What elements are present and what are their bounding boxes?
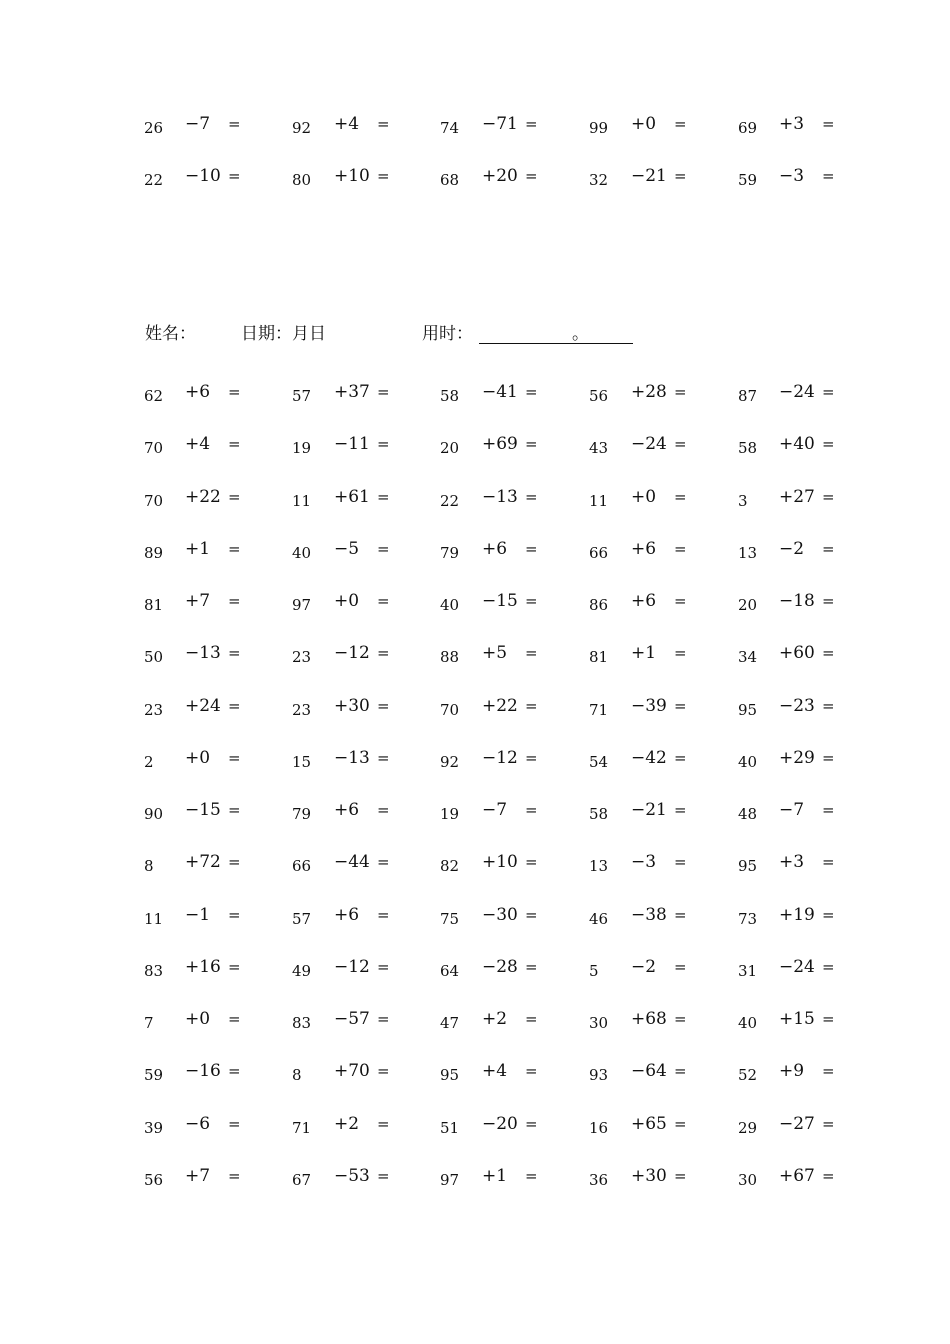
problem-operation: −13 [185,643,221,663]
equals-sign: = [377,1010,390,1028]
problem-row [0,1166,950,1196]
problem-operation: −5 [334,539,360,559]
problem-number: 3 [738,492,748,510]
equals-sign: = [822,1167,835,1185]
problem-number: 68 [440,171,460,189]
problem-number: 19 [440,805,460,823]
problem-number: 99 [589,119,609,137]
problem-operation: −7 [185,114,211,134]
problem-operation: +16 [185,957,221,977]
equals-sign: = [674,383,687,401]
equals-sign: = [525,1167,538,1185]
equals-sign: = [822,115,835,133]
problem-number: 70 [144,492,164,510]
problem-number: 11 [292,492,312,510]
problem-operation: +2 [334,1114,360,1134]
equals-sign: = [822,488,835,506]
problem-row [0,539,950,569]
equals-sign: = [822,644,835,662]
equals-sign: = [822,697,835,715]
equals-sign: = [228,540,241,558]
problem-number: 16 [589,1119,609,1137]
problem-operation: +6 [631,539,657,559]
problem-number: 48 [738,805,758,823]
problem-number: 93 [589,1066,609,1084]
problem-number: 71 [292,1119,312,1137]
problem-operation: +15 [779,1009,815,1029]
problem-row [0,852,950,882]
problem-number: 87 [738,387,758,405]
problem-number: 62 [144,387,164,405]
problem-number: 47 [440,1014,460,1032]
equals-sign: = [228,383,241,401]
problem-number: 81 [589,648,609,666]
problem-operation: −13 [482,487,518,507]
equals-sign: = [377,906,390,924]
equals-sign: = [674,592,687,610]
equals-sign: = [228,1010,241,1028]
problem-number: 15 [292,753,312,771]
problem-operation: −24 [779,382,815,402]
problem-number: 34 [738,648,758,666]
problem-operation: −38 [631,905,667,925]
problem-number: 22 [440,492,460,510]
problem-number: 29 [738,1119,758,1137]
equals-sign: = [377,958,390,976]
problem-number: 95 [738,857,758,875]
equals-sign: = [822,1062,835,1080]
problem-operation: +6 [334,800,360,820]
problem-operation: −27 [779,1114,815,1134]
problem-operation: −6 [185,1114,211,1134]
equals-sign: = [822,749,835,767]
problem-number: 30 [589,1014,609,1032]
problem-number: 46 [589,910,609,928]
problem-row [0,487,950,517]
problem-number: 58 [589,805,609,823]
equals-sign: = [525,115,538,133]
problem-operation: +60 [779,643,815,663]
problem-operation: −42 [631,748,667,768]
problem-operation: −64 [631,1061,667,1081]
problem-operation: −3 [631,852,657,872]
problem-number: 67 [292,1171,312,1189]
problem-number: 13 [738,544,758,562]
problem-number: 23 [292,701,312,719]
problem-operation: −1 [185,905,211,925]
problem-number: 58 [440,387,460,405]
problem-number: 97 [440,1171,460,1189]
problem-number: 50 [144,648,164,666]
problem-number: 11 [589,492,609,510]
problem-number: 64 [440,962,460,980]
problem-number: 36 [589,1171,609,1189]
problem-number: 70 [440,701,460,719]
problem-number: 40 [292,544,312,562]
problem-number: 39 [144,1119,164,1137]
problem-row [0,957,950,987]
problem-operation: +68 [631,1009,667,1029]
problem-row [0,696,950,726]
equals-sign: = [228,958,241,976]
problem-operation: +24 [185,696,221,716]
problem-number: 8 [144,857,154,875]
problem-number: 97 [292,596,312,614]
equals-sign: = [674,906,687,924]
problem-number: 51 [440,1119,460,1137]
problem-number: 56 [589,387,609,405]
problem-row [0,1114,950,1144]
problem-number: 70 [144,439,164,457]
problem-number: 92 [292,119,312,137]
problem-operation: −12 [334,643,370,663]
problem-operation: +67 [779,1166,815,1186]
problem-number: 30 [738,1171,758,1189]
problem-row [0,748,950,778]
equals-sign: = [822,540,835,558]
problem-operation: −7 [482,800,508,820]
problem-operation: −20 [482,1114,518,1134]
equals-sign: = [377,749,390,767]
equals-sign: = [525,540,538,558]
problem-row [0,643,950,673]
problem-operation: −2 [779,539,805,559]
equals-sign: = [377,1167,390,1185]
problem-operation: +72 [185,852,221,872]
problem-number: 11 [144,910,164,928]
problem-number: 43 [589,439,609,457]
time-label: 用时： [422,324,473,344]
problem-row [0,1009,950,1039]
time-suffix: 。 [572,324,589,344]
problem-operation: +30 [334,696,370,716]
problem-operation: +0 [631,114,657,134]
problem-operation: +29 [779,748,815,768]
equals-sign: = [377,115,390,133]
equals-sign: = [525,853,538,871]
equals-sign: = [822,383,835,401]
problem-operation: −13 [334,748,370,768]
problem-number: 80 [292,171,312,189]
equals-sign: = [822,167,835,185]
problem-number: 7 [144,1014,154,1032]
problem-operation: −24 [779,957,815,977]
equals-sign: = [377,488,390,506]
problem-number: 90 [144,805,164,823]
problem-row [0,800,950,830]
problem-row [0,382,950,412]
problem-operation: +6 [631,591,657,611]
equals-sign: = [377,1062,390,1080]
problem-operation: +0 [334,591,360,611]
problem-number: 73 [738,910,758,928]
problem-number: 54 [589,753,609,771]
problem-operation: +40 [779,434,815,454]
problem-number: 19 [292,439,312,457]
problem-operation: +19 [779,905,815,925]
problem-operation: +5 [482,643,508,663]
equals-sign: = [377,801,390,819]
problem-operation: −18 [779,591,815,611]
equals-sign: = [822,1010,835,1028]
problem-row [0,1061,950,1091]
equals-sign: = [674,540,687,558]
equals-sign: = [228,488,241,506]
equals-sign: = [525,906,538,924]
equals-sign: = [822,906,835,924]
problem-operation: +6 [334,905,360,925]
problem-number: 22 [144,171,164,189]
problem-operation: −3 [779,166,805,186]
equals-sign: = [674,435,687,453]
equals-sign: = [674,1010,687,1028]
equals-sign: = [822,958,835,976]
problem-number: 81 [144,596,164,614]
problem-number: 79 [292,805,312,823]
problem-number: 89 [144,544,164,562]
equals-sign: = [377,540,390,558]
equals-sign: = [228,697,241,715]
problem-operation: −11 [334,434,370,454]
problem-operation: +6 [482,539,508,559]
problem-number: 59 [738,171,758,189]
problem-number: 86 [589,596,609,614]
equals-sign: = [525,1115,538,1133]
equals-sign: = [674,1062,687,1080]
equals-sign: = [674,644,687,662]
time-answer-line[interactable] [479,343,633,344]
problem-operation: +3 [779,852,805,872]
problem-number: 52 [738,1066,758,1084]
problem-operation: +1 [482,1166,508,1186]
problem-operation: −39 [631,696,667,716]
problem-operation: +4 [185,434,211,454]
equals-sign: = [228,1115,241,1133]
problem-operation: −7 [779,800,805,820]
problem-operation: −24 [631,434,667,454]
equals-sign: = [228,644,241,662]
problem-operation: −53 [334,1166,370,1186]
problem-operation: +9 [779,1061,805,1081]
problem-number: 26 [144,119,164,137]
problem-row [0,905,950,935]
problem-operation: +27 [779,487,815,507]
problem-operation: −23 [779,696,815,716]
problem-operation: −10 [185,166,221,186]
problem-row [0,166,950,196]
equals-sign: = [525,801,538,819]
equals-sign: = [822,853,835,871]
problem-number: 71 [589,701,609,719]
problem-operation: −2 [631,957,657,977]
problem-number: 88 [440,648,460,666]
equals-sign: = [674,958,687,976]
equals-sign: = [525,749,538,767]
equals-sign: = [674,749,687,767]
problem-operation: +6 [185,382,211,402]
equals-sign: = [525,1062,538,1080]
problem-operation: −21 [631,800,667,820]
problem-operation: +70 [334,1061,370,1081]
name-label: 姓名： [145,324,196,344]
problem-number: 23 [144,701,164,719]
equals-sign: = [377,167,390,185]
equals-sign: = [822,801,835,819]
problem-operation: −12 [482,748,518,768]
problem-operation: −15 [482,591,518,611]
problem-number: 83 [144,962,164,980]
problem-number: 83 [292,1014,312,1032]
problem-operation: +37 [334,382,370,402]
problem-number: 75 [440,910,460,928]
problem-operation: +10 [482,852,518,872]
equals-sign: = [377,1115,390,1133]
equals-sign: = [377,592,390,610]
equals-sign: = [377,697,390,715]
problem-number: 66 [292,857,312,875]
equals-sign: = [822,435,835,453]
problem-operation: +0 [185,748,211,768]
problem-number: 2 [144,753,154,771]
problem-operation: −71 [482,114,518,134]
problem-operation: +69 [482,434,518,454]
problem-operation: −41 [482,382,518,402]
equals-sign: = [674,853,687,871]
problem-number: 13 [589,857,609,875]
equals-sign: = [525,697,538,715]
problem-operation: +7 [185,591,211,611]
equals-sign: = [228,853,241,871]
problem-operation: −30 [482,905,518,925]
problem-operation: +4 [482,1061,508,1081]
equals-sign: = [377,644,390,662]
problem-number: 74 [440,119,460,137]
equals-sign: = [228,592,241,610]
equals-sign: = [228,1062,241,1080]
equals-sign: = [525,167,538,185]
problem-operation: +20 [482,166,518,186]
problem-operation: +22 [185,487,221,507]
problem-operation: −21 [631,166,667,186]
equals-sign: = [525,435,538,453]
equals-sign: = [674,167,687,185]
equals-sign: = [674,801,687,819]
equals-sign: = [525,383,538,401]
equals-sign: = [822,592,835,610]
problem-number: 40 [738,753,758,771]
equals-sign: = [228,435,241,453]
problem-number: 56 [144,1171,164,1189]
problem-number: 66 [589,544,609,562]
equals-sign: = [822,1115,835,1133]
equals-sign: = [674,115,687,133]
problem-number: 59 [144,1066,164,1084]
problem-number: 20 [440,439,460,457]
problem-number: 8 [292,1066,302,1084]
equals-sign: = [525,592,538,610]
equals-sign: = [525,1010,538,1028]
problem-number: 57 [292,387,312,405]
problem-operation: −16 [185,1061,221,1081]
equals-sign: = [674,488,687,506]
problem-row [0,591,950,621]
equals-sign: = [228,906,241,924]
problem-operation: −44 [334,852,370,872]
problem-operation: −57 [334,1009,370,1029]
equals-sign: = [228,749,241,767]
problem-operation: +0 [631,487,657,507]
equals-sign: = [525,488,538,506]
problem-operation: +10 [334,166,370,186]
equals-sign: = [228,801,241,819]
date-label: 日期：月日 [241,324,326,344]
equals-sign: = [674,1167,687,1185]
worksheet-header [0,322,950,352]
problem-operation: +65 [631,1114,667,1134]
problem-operation: +61 [334,487,370,507]
equals-sign: = [228,115,241,133]
problem-number: 95 [738,701,758,719]
problem-operation: +0 [185,1009,211,1029]
equals-sign: = [377,853,390,871]
problem-operation: +1 [185,539,211,559]
problem-number: 57 [292,910,312,928]
equals-sign: = [674,1115,687,1133]
problem-operation: +7 [185,1166,211,1186]
problem-number: 58 [738,439,758,457]
problem-number: 23 [292,648,312,666]
problem-number: 92 [440,753,460,771]
problem-operation: −15 [185,800,221,820]
problem-operation: −28 [482,957,518,977]
problem-operation: +3 [779,114,805,134]
problem-row [0,114,950,144]
problem-number: 95 [440,1066,460,1084]
equals-sign: = [525,644,538,662]
problem-number: 40 [738,1014,758,1032]
equals-sign: = [228,1167,241,1185]
problem-number: 40 [440,596,460,614]
problem-number: 82 [440,857,460,875]
problem-number: 49 [292,962,312,980]
problem-number: 20 [738,596,758,614]
equals-sign: = [228,167,241,185]
problem-operation: +2 [482,1009,508,1029]
problem-operation: +28 [631,382,667,402]
problem-operation: +1 [631,643,657,663]
equals-sign: = [377,435,390,453]
problem-operation: +22 [482,696,518,716]
equals-sign: = [674,697,687,715]
problem-operation: −12 [334,957,370,977]
problem-number: 31 [738,962,758,980]
problem-operation: +30 [631,1166,667,1186]
equals-sign: = [525,958,538,976]
problem-number: 79 [440,544,460,562]
problem-number: 5 [589,962,599,980]
problem-number: 32 [589,171,609,189]
equals-sign: = [377,383,390,401]
problem-number: 69 [738,119,758,137]
problem-row [0,434,950,464]
problem-operation: +4 [334,114,360,134]
